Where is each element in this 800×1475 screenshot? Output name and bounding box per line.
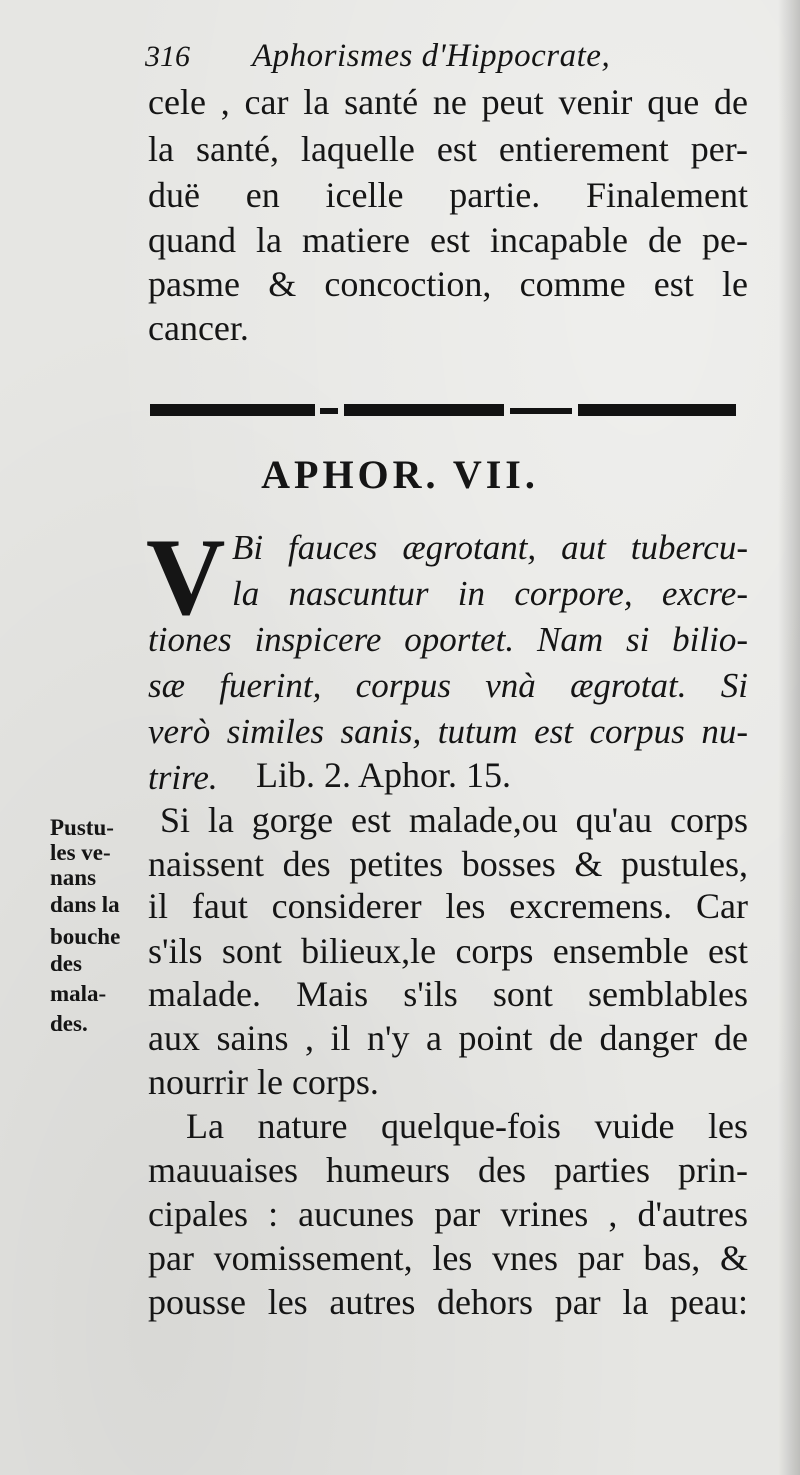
continuation-line: la santé, laquelle est entierement per- [148, 129, 748, 169]
translation-line: aux sains , il n'y a point de danger de [148, 1018, 748, 1058]
translation-line: nourrir le corps. [148, 1062, 379, 1102]
translation-line: Si la gorge est malade,ou qu'au corps [160, 800, 748, 840]
commentary-line: La nature quelque-fois vuide les [186, 1106, 748, 1146]
continuation-line: cele , car la santé ne peut venir que de [148, 82, 748, 122]
commentary-line: par vomissement, les vnes par bas, & [148, 1238, 748, 1278]
latin-line: Bi fauces ægrotant, aut tubercu- [232, 528, 748, 567]
translation-line: naissent des petites bosses & pustules, [148, 844, 748, 884]
ornamental-rule [320, 408, 338, 414]
running-title: Aphorismes d'Hippocrate, [252, 38, 611, 74]
continuation-line: duë en icelle partie. Finalement [148, 175, 748, 215]
margin-note-line: les ve- [50, 840, 111, 865]
margin-note-line: des. [50, 1011, 88, 1036]
translation-line: il faut considerer les excremens. Car [148, 886, 748, 926]
page-edge-shadow [778, 0, 800, 1475]
continuation-line: quand la matiere est incapable de pe- [148, 220, 748, 260]
margin-note-line: Pustu- [50, 815, 114, 840]
aphorism-heading: APHOR. VII. [261, 452, 539, 497]
translation-line: s'ils sont bilieux,le corps ensemble est [148, 931, 748, 971]
aphorism-reference: Lib. 2. Aphor. 15. [256, 755, 512, 795]
latin-line: tiones inspicere oportet. Nam si bilio- [148, 620, 748, 659]
latin-line: sæ fuerint, corpus vnà ægrotat. Si [148, 666, 748, 705]
continuation-line: pasme & concoction, comme est le [148, 264, 748, 304]
margin-note-line: bouche [50, 924, 121, 949]
continuation-line: cancer. [148, 308, 249, 348]
margin-note-line: nans [50, 865, 97, 890]
commentary-line: pousse les autres dehors par la peau: [148, 1282, 748, 1322]
commentary-line: mauuaises humeurs des parties prin- [148, 1150, 748, 1190]
drop-cap: V [146, 516, 226, 638]
margin-note-line: dans la [50, 892, 120, 917]
ornamental-rule [150, 404, 315, 416]
ornamental-rule [578, 404, 736, 416]
translation-line: malade. Mais s'ils sont semblables [148, 974, 748, 1014]
margin-note-line: mala- [50, 981, 107, 1006]
ornamental-rule [344, 404, 504, 416]
latin-line: la nascuntur in corpore, excre- [232, 574, 748, 613]
latin-line: verò similes sanis, tutum est corpus nu- [148, 712, 748, 751]
latin-line: trire. [148, 758, 218, 797]
ornamental-rule [510, 408, 572, 414]
commentary-line: cipales : aucunes par vrines , d'autres [148, 1194, 748, 1234]
page-number: 316 [145, 40, 190, 73]
margin-note-line: des [50, 951, 82, 976]
